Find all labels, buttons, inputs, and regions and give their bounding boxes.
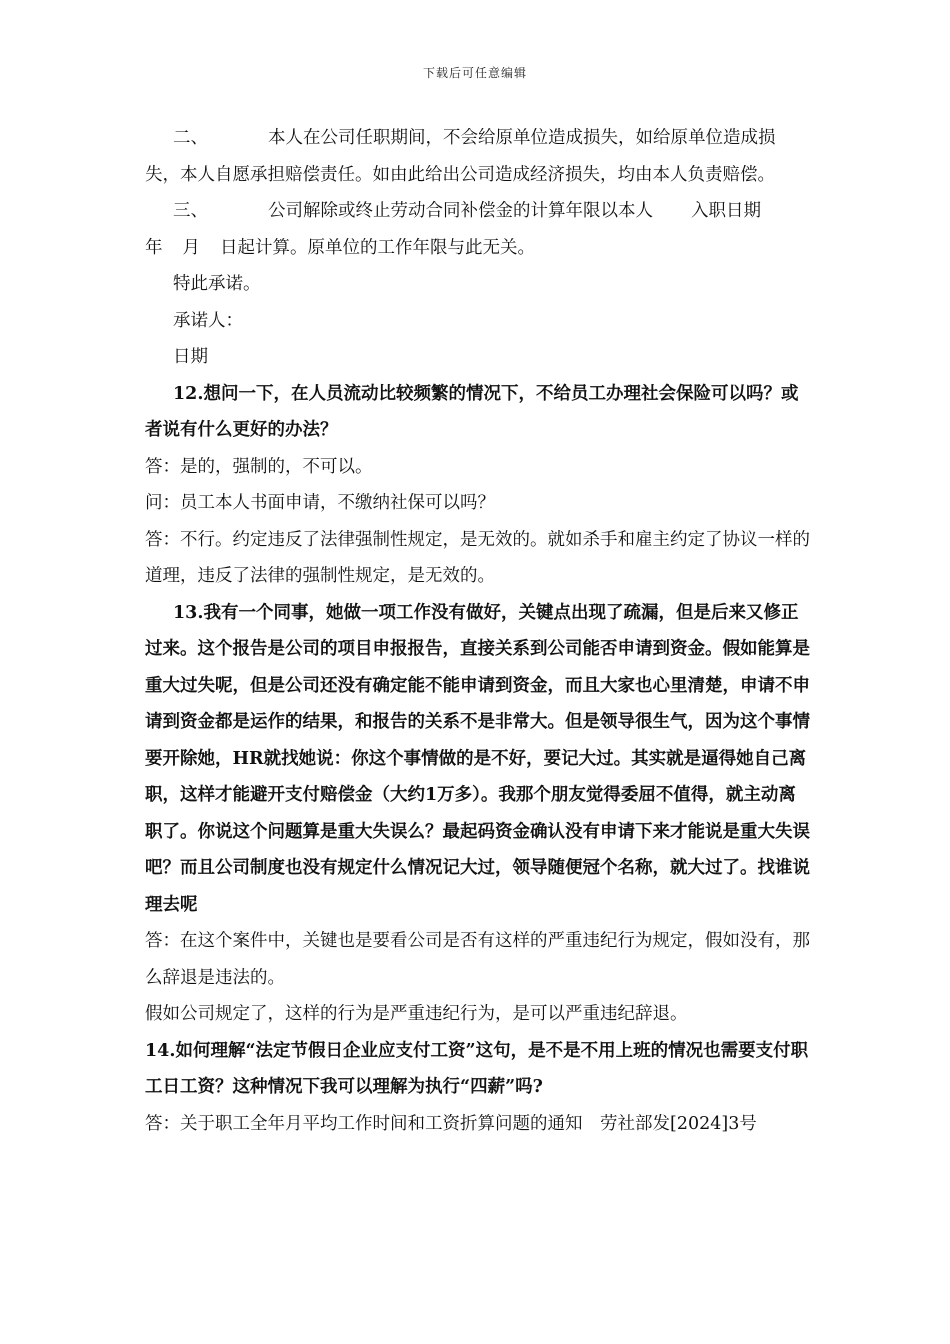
promisor-label: 承诺人： (173, 310, 243, 331)
hereby-statement: 特此承诺。 (173, 274, 261, 294)
answer-14: 答：关于职工全年月平均工作时间和工资折算问题的通知 劳社部发[2024]3号 (145, 1113, 757, 1134)
question-12-followup: 问：员工本人书面申请，不缴纳社保可以吗？ (145, 493, 495, 513)
clause-2 (145, 120, 810, 193)
clause-2-text: 本人在公司任职期间，不会给原单位造成损失，如给原单位造成损失，本人自愿承担赔偿责任。如由此给出公司造成经济损失，均由本人负责赔偿。 (145, 128, 776, 185)
question-13: 13.我有一个同事，她做一项工作没有做好，关键点出现了疏漏，但是后来又修正过来。这个报告是公司的项目申报报告，直接关系到公司能否申请到资金。假如能算是重大过失呢，但是公司还没有确定能不能申请到资金，而且大家也心里清楚，申请不申请到资金都是运作的结果，和报告的关系不是非常大。但是领导很生气，因为这个事情要开除她，HR就找她说：你这个事情做的是不好，要记大过。其实就是逼得她自己离职，这样才能避开支付赔偿金（大约1万多）。我那个朋友觉得委屈不值得，就主动离职了。你说这个问题算是重大失误么？最起码资金确认没有申请下来才能说是重大失误吧？而且公司制度也没有规定什么情况记大过，领导随便冠个名称，就大过了。找谁说理去呢 (145, 602, 810, 915)
clause-3-day-text: 日起计算。原单位的工作年限与此无关。 (220, 237, 535, 258)
clause-3-year: 年 (145, 237, 163, 258)
date-label: 日期 (173, 347, 208, 367)
clause-3-number: 三、 (173, 201, 208, 221)
answer-13-2: 假如公司规定了，这样的行为是严重违纪行为，是可以严重违纪辞退。 (145, 1004, 688, 1024)
clause-3-entry-date: 入职日期 (691, 201, 761, 221)
clause-3 (145, 193, 810, 266)
answer-12-2: 答：不行。约定违反了法律强制性规定，是无效的。就如杀手和雇主约定了协议一样的道理，违反了法律的强制性规定，是无效的。 (145, 529, 810, 586)
page-header: 下载后可任意编辑 (422, 66, 527, 80)
question-12: 12.想问一下，在人员流动比较频繁的情况下，不给员工办理社会保险可以吗？或者说有什么更好的办法？ (145, 383, 799, 440)
answer-12-1: 答：是的，强制的，不可以。 (145, 456, 373, 477)
clause-3-month: 月 (182, 237, 200, 258)
question-14: 14.如何理解“法定节假日企业应支付工资”这句，是不是不用上班的情况也需要支付职工日工资？这种情况下我可以理解为执行“四薪”吗? (145, 1040, 809, 1097)
clause-2-number: 二、 (173, 128, 208, 148)
document-body (145, 120, 810, 1142)
clause-3-text: 公司解除或终止劳动合同补偿金的计算年限以本人 (268, 201, 653, 221)
answer-13-1: 答：在这个案件中，关键也是要看公司是否有这样的严重违纪行为规定，假如没有，那么辞退是违法的。 (145, 931, 810, 988)
